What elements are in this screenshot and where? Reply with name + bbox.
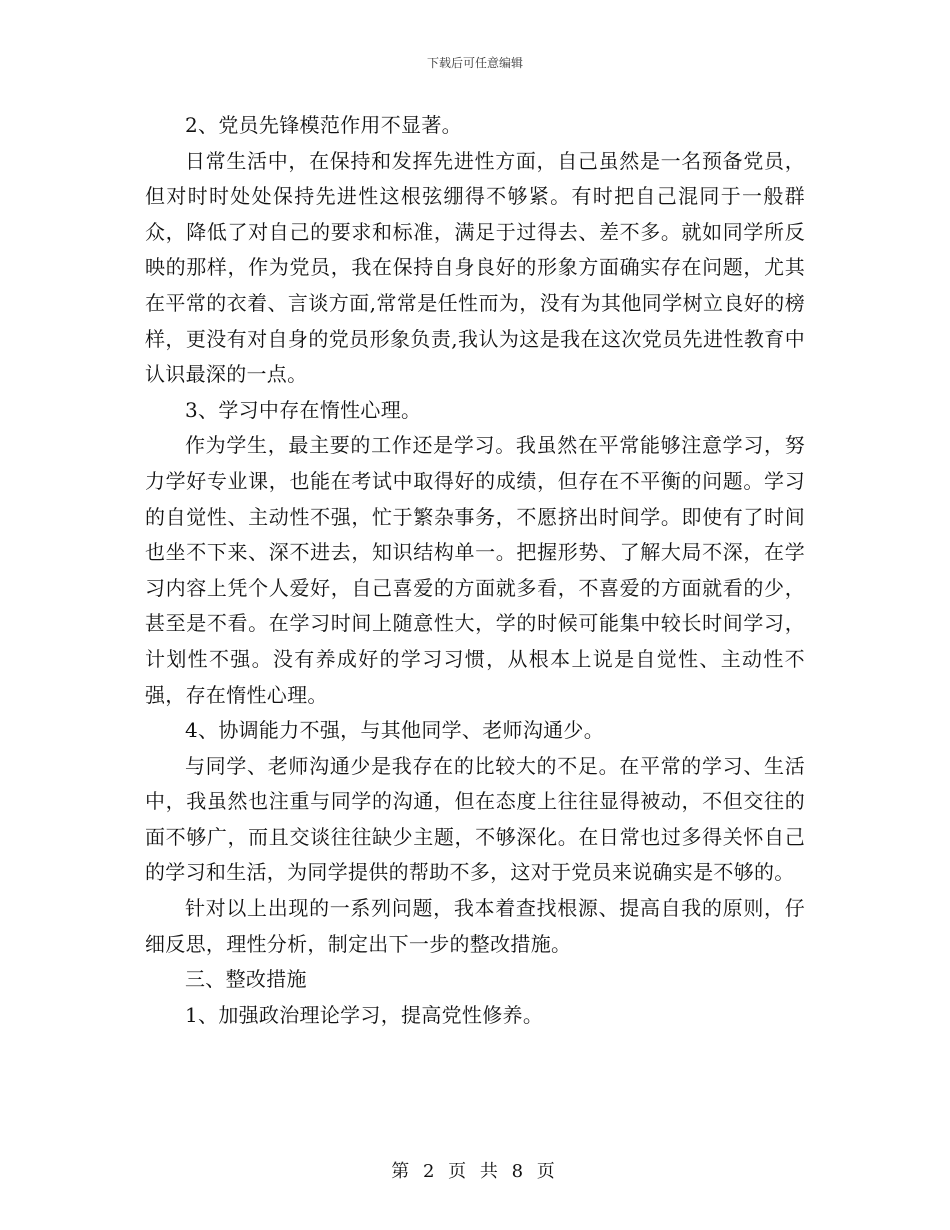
subheading-coordination: 4、协调能力不强，与其他同学、老师沟通少。 [185, 718, 605, 743]
document-body [145, 108, 805, 1033]
paragraph-study-inertia: 作为学生，最主要的工作还是学习。我虽然在平常能够注意学习，努力学好专业课，也能在考试中取得好的成绩，但存在不平衡的问题。学习的自觉性、主动性不强，忙于繁杂事务，不愿挤出时间学。即使有了时间也坐不下来、深不进去，知识结构单一。把握形势、了解大局不深，在学习内容上凭个人爱好，自己喜爱的方面就多看，不喜爱的方面就看的少，甚至是不看。在学习时间上随意性大，学的时候可能集中较长时间学习，计划性不强。没有养成好的学习习惯，从根本上说是自觉性、主动性不强，存在惰性心理。 [145, 433, 805, 707]
subheading-study-inertia: 3、学习中存在惰性心理。 [185, 397, 422, 422]
page-number: 第 2 页 共 8 页 [391, 1161, 559, 1182]
subheading-political-study: 1、加强政治理论学习，提高党性修养。 [185, 1002, 544, 1027]
paragraph-pioneer-role: 日常生活中，在保持和发挥先进性方面，自己虽然是一名预备党员，但对时时处处保持先进性这根弦绷得不够紧。有时把自己混同于一般群众，降低了对自己的要求和标准，满足于过得去、差不多。就如同学所反映的那样，作为党员，我在保持自身良好的形象方面确实存在问题，尤其在平常的衣着、言谈方面,常常是任性而为，没有为其他同学树立良好的榜样，更没有对自身的党员形象负责,我认为这是我在这次党员先进性教育中认识最深的一点。 [145, 148, 805, 387]
section-heading-rectification: 三、整改措施 [185, 967, 307, 992]
subheading-pioneer-role: 2、党员先锋模范作用不显著。 [185, 113, 462, 137]
paragraph-summary: 针对以上出现的一系列问题，我本着查找根源、提高自我的原则，仔细反思，理性分析，制定出下一步的整改措施。 [145, 896, 805, 956]
header-note: 下载后可任意编辑 [426, 56, 523, 70]
paragraph-coordination: 与同学、老师沟通少是我存在的比较大的不足。在平常的学习、生活中，我虽然也注重与同学的沟通，但在态度上往往显得被动，不但交往的面不够广，而且交谈往往缺少主题，不够深化。在日常也过多得关怀自己的学习和生活，为同学提供的帮助不多，这对于党员来说确实是不够的。 [145, 753, 805, 885]
